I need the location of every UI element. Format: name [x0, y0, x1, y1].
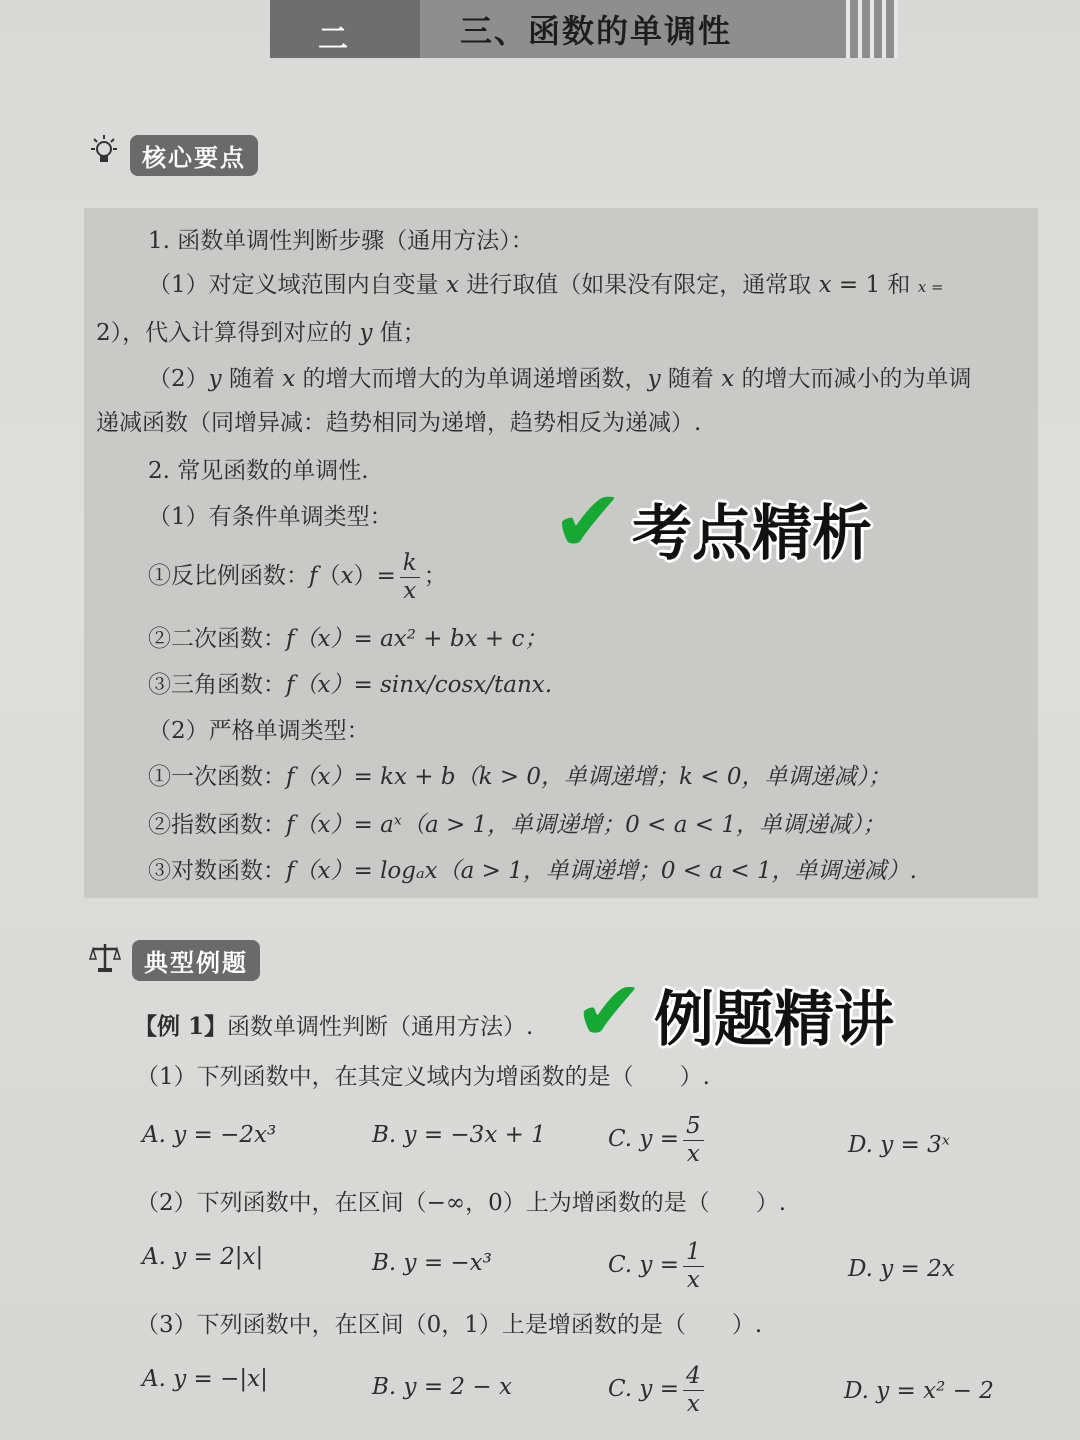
kp-line-5: 递减函数（同增异减：趋势相同为递增，趋势相反为递减）. [96, 410, 702, 436]
q3-option-c: C. y = $\frac{4}{x}$ [608, 1362, 708, 1416]
kp-line-9: ②二次函数：f（x）= ax² + bx + c； [148, 626, 548, 652]
q1-option-a: A. y = −2x³ [142, 1122, 277, 1148]
q2-option-c: C. y = $\frac{1}{x}$ [608, 1238, 708, 1292]
kp-line-7: （1）有条件单调类型： [148, 504, 393, 530]
chapter-number-block [270, 0, 420, 58]
fraction-k-over-x: $\frac{k}{x}$ [400, 552, 420, 603]
example-1-title: 函数单调性判断（通用方法）. [227, 1014, 534, 1040]
kp-line-3: 2），代入计算得到对应的 y 值； [96, 320, 426, 346]
kp-line-8: ①反比例函数：f（x）= $\frac{k}{x}$ ； [148, 549, 447, 604]
header-stripes [838, 0, 898, 58]
kp-line-11: （2）严格单调类型： [148, 718, 370, 744]
kp-line-6: 2. 常见函数的单调性. [148, 458, 369, 484]
kp-line-14: ③对数函数：f（x）= logₐx（a > 1，单调递增；0 < a < 1，单调递减）. [148, 858, 917, 884]
examples-label: 典型例题 [132, 940, 260, 981]
lightbulb-icon [88, 134, 120, 176]
example-1-tag: 【例 1】 [134, 1013, 228, 1040]
key-points-label: 核心要点 [130, 135, 258, 176]
example-1-heading [134, 1012, 533, 1042]
chapter-title: 三、函数的单调性 [460, 12, 733, 50]
q3-option-b: B. y = 2 − x [372, 1374, 512, 1400]
question-2: （2）下列函数中，在区间（−∞，0）上为增函数的是（ ）. [136, 1190, 787, 1216]
kp-line-10: ③三角函数：f（x）= sinx/cosx/tanx. [148, 672, 553, 698]
kp-line-13: ②指数函数：f（x）= aˣ（a > 1，单调递增；0 < a < 1，单调递减）； [148, 812, 886, 838]
examples-header [88, 940, 260, 981]
green-check-icon-2: ✔ [574, 962, 645, 1060]
q1-option-d: D. y = 3ˣ [848, 1132, 950, 1158]
q2-option-a: A. y = 2|x| [142, 1244, 264, 1270]
q2-option-d: D. y = 2x [848, 1256, 955, 1282]
question-3: （3）下列函数中，在区间（0，1）上是增函数的是（ ）. [136, 1312, 763, 1338]
q1-option-b: B. y = −3x + 1 [372, 1122, 546, 1148]
q2-option-b: B. y = −x³ [372, 1250, 492, 1276]
q3-option-d: D. y = x² − 2 [844, 1378, 994, 1404]
chapter-mark: 二 [318, 22, 348, 57]
q1-option-c: C. y = $\frac{5}{x}$ [608, 1112, 708, 1166]
green-check-icon: ✔ [552, 472, 625, 572]
kp-line-2: （1）对定义域范围内自变量 x 进行取值（如果没有限定，通常取 x = 1 和 x = [148, 272, 944, 298]
kp-line-1: 1. 函数单调性判断步骤（通用方法）： [148, 228, 534, 254]
overlay-example-explain: 例题精讲 [654, 985, 894, 1055]
overlay-point-analysis: 考点精析 [632, 499, 872, 569]
scale-icon [88, 941, 122, 981]
kp-line-12: ①一次函数：f（x）= kx + b（k > 0，单调递增；k < 0，单调递减）； [148, 764, 892, 790]
kp-line-4: （2）y 随着 x 的增大而增大的为单调递增函数，y 随着 x 的增大而减小的为单调 [148, 366, 972, 392]
chapter-header [270, 0, 898, 58]
q3-option-a: A. y = −|x| [142, 1366, 268, 1392]
question-1: （1）下列函数中，在其定义域内为增函数的是（ ）. [136, 1064, 710, 1090]
key-points-header [88, 134, 258, 176]
